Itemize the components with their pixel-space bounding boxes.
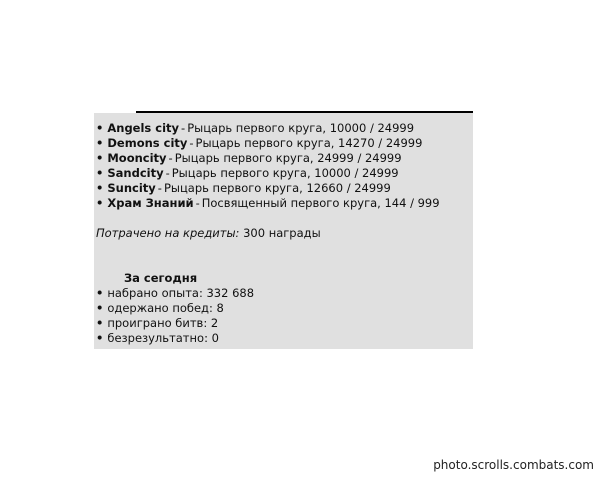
dash: -	[168, 151, 173, 165]
city-name: Храм Знаний	[107, 196, 194, 210]
city-rank: Рыцарь первого круга, 12660 / 24999	[163, 181, 391, 195]
city-row-temple	[96, 196, 440, 211]
dash: -	[181, 121, 186, 135]
city-name: Angels city	[107, 121, 180, 135]
city-row-mooncity	[96, 151, 402, 166]
bullet: •	[96, 301, 104, 315]
today-heading: За сегодня	[124, 271, 198, 285]
credits-row	[96, 226, 321, 241]
city-row-angels	[96, 121, 414, 136]
bullet: •	[96, 166, 104, 180]
today-stat: набрано опыта: 332 688	[107, 286, 255, 300]
dash: -	[165, 166, 170, 180]
bullet: •	[96, 331, 104, 345]
city-row-sandcity	[96, 166, 399, 181]
city-rank: Рыцарь первого круга, 10000 / 24999	[187, 121, 415, 135]
today-stat: безрезультатно: 0	[107, 331, 219, 345]
city-name: Mooncity	[107, 151, 167, 165]
bullet: •	[96, 181, 104, 195]
city-name: Sandcity	[107, 166, 164, 180]
city-rank: Рыцарь первого круга, 24999 / 24999	[174, 151, 402, 165]
today-stat-row	[96, 331, 219, 346]
city-row-demons	[96, 136, 422, 151]
watermark: photo.scrolls.combats.com	[433, 458, 594, 472]
today-stat-row	[96, 316, 218, 331]
credits-value: 300 награды	[243, 226, 321, 240]
stats-panel	[94, 113, 473, 349]
bullet: •	[96, 136, 104, 150]
bullet: •	[96, 286, 104, 300]
bullet: •	[96, 196, 104, 210]
today-stat: одержано побед: 8	[107, 301, 224, 315]
today-stat: проиграно битв: 2	[107, 316, 219, 330]
city-name: Suncity	[107, 181, 156, 195]
today-stat-row	[96, 286, 254, 301]
city-rank: Рыцарь первого круга, 10000 / 24999	[171, 166, 399, 180]
credits-label: Потрачено на кредиты:	[96, 226, 240, 240]
today-stat-row	[96, 301, 224, 316]
dash: -	[189, 136, 194, 150]
dash: -	[195, 196, 200, 210]
bullet: •	[96, 151, 104, 165]
city-rank: Посвященный первого круга, 144 / 999	[201, 196, 440, 210]
dash: -	[157, 181, 162, 195]
city-rank: Рыцарь первого круга, 14270 / 24999	[195, 136, 423, 150]
city-name: Demons city	[107, 136, 188, 150]
bullet: •	[96, 121, 104, 135]
bullet: •	[96, 316, 104, 330]
city-row-suncity	[96, 181, 391, 196]
